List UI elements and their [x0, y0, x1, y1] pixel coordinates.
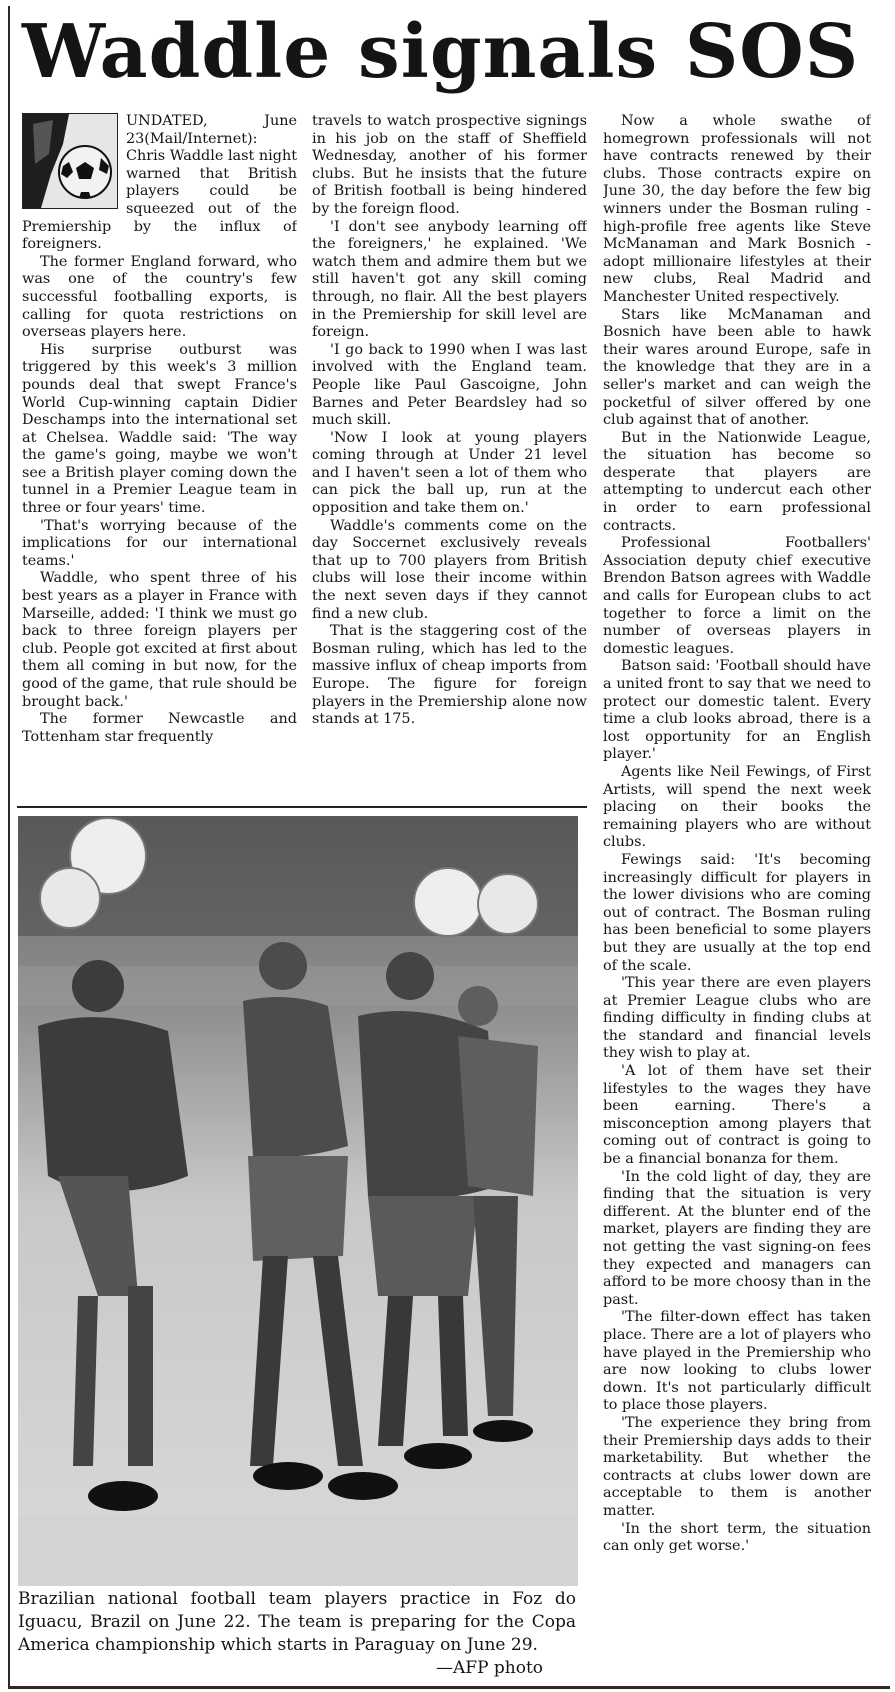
headline: Waddle signals SOS: [22, 9, 860, 95]
article-column-1: [22, 113, 297, 791]
photo-credit: —AFP photo: [436, 1658, 544, 1678]
paragraph: travels to watch prospective signings in his job on the staff of Sheffield Wednesday, another of his former clubs. But he insists that the future of British football is being hindered by the foreign flood.: [312, 113, 587, 217]
paragraph: 'In the cold light of day, they are finding that the situation is very different. At the blunter end of the market, players are finding they are not getting the vast signing-on fees they expected and managers can afford to be more choosy than in the past.: [603, 1168, 871, 1308]
paragraph: 'That's worrying because of the implications for our international teams.': [22, 517, 297, 569]
paragraph: 'In the short term, the situation can only get worse.': [603, 1520, 871, 1555]
bottom-rule: [8, 1686, 890, 1689]
paragraph: Waddle's comments come on the day Soccernet exclusively reveals that up to 700 players from British clubs will lose their income within the next seven days if they cannot find a new club.: [312, 517, 587, 622]
paragraph: Professional Footballers' Association deputy chief executive Brendon Batson agrees with Waddle and calls for European clubs to act together to force a limit on the number of overseas players in domestic leagues.: [603, 535, 871, 657]
article-column-2: [312, 113, 587, 791]
paragraph: 'Now I look at young players coming through at Under 21 level and I haven't seen a lot of them who can pick the ball up, run at the opposition and take them on.': [312, 429, 587, 517]
paragraph: That is the staggering cost of the Bosman ruling, which has led to the massive influx of cheap imports from Europe. The figure for foreign players in the Premiership alone now stands at 175.: [312, 623, 587, 728]
football-thumbnail-icon: [22, 113, 118, 209]
paragraph: 'The filter-down effect has taken place. There are a lot of players who have played in the Premiership who are now looking to clubs lower down. It's not particularly difficult to place those players.: [603, 1309, 871, 1414]
paragraph: But in the Nationwide League, the situation has become so desperate that players are attempting to undercut each other in order to earn professional contracts.: [603, 429, 871, 534]
photo-caption: Brazilian national football team players practice in Foz do Iguacu, Brazil on June 22. The team is preparing for the Copa America championship which starts in Paraguay on June 29.: [18, 1589, 576, 1655]
paragraph: 'This year there are even players at Premier League clubs who are finding difficulty in finding clubs at the standard and financial levels they wish to play at.: [603, 975, 871, 1062]
paragraph: Agents like Neil Fewings, of First Artists, will spend the next week placing on their books the remaining players who are without clubs.: [603, 763, 871, 851]
article-column-3: [603, 113, 871, 1683]
paragraph: Fewings said: 'It's becoming increasingly difficult for players in the lower divisions who are coming out of contract. The Bosman ruling has been beneficial to some players but they are usually at the top end of the scale.: [603, 851, 871, 974]
left-column-rule: [8, 6, 10, 1686]
paragraph: 'The experience they bring from their Premiership days adds to their marketability. But whether the contracts at clubs lower down are acceptable to them is another matter.: [603, 1414, 871, 1519]
paragraph: 'I go back to 1990 when I was last involved with the England team. People like Paul Gascoigne, John Barnes and Peter Beardsley had so much skill.: [312, 341, 587, 429]
paragraph: The former England forward, who was one of the country's few successful footballing exports, is calling for quota restrictions on overseas players here.: [22, 253, 297, 341]
football-practice-photo: [18, 816, 578, 1586]
paragraph: Batson said: 'Football should have a united front to say that we need to protect our domestic talent. Every time a club looks abroad, there is a lost opportunity for an English player.': [603, 658, 871, 763]
paragraph: UNDATED, June 23(Mail/Internet): Chris Waddle last night warned that British players could be squeezed out of the Premiership by the influx of foreigners.: [22, 113, 297, 253]
paragraph: 'I don't see anybody learning off the foreigners,' he explained. 'We watch them and admire them but we still haven't got any skill coming through, no flair. All the best players in the Premiership for skill level are foreign.: [312, 218, 587, 341]
paragraph: The former Newcastle and Tottenham star frequently: [22, 711, 297, 745]
paragraph: 'A lot of them have set their lifestyles to the wages they have been earning. There's a misconception among players that coming out of contract is going to be a financial bonanza for them.: [603, 1063, 871, 1168]
paragraph: His surprise outburst was triggered by this week's 3 million pounds deal that swept France's World Cup-winning captain Didier Deschamps into the international set at Chelsea. Waddle said: 'The way the game's going, maybe we won't see a British player coming down the tunnel in a Premier League team in three or four years' time.: [22, 341, 297, 517]
paragraph: Stars like McManaman and Bosnich have been able to hawk their wares around Europe, safe in the knowledge that they are in a seller's market and can weigh the pocketful of silver offered by one club against that of another.: [603, 306, 871, 429]
paragraph: Waddle, who spent three of his best years as a player in France with Marseille, added: 'I think we must go back to three foreign players per club. People got excited at first about them all coming in but now, for the good of the game, that rule should be brought back.': [22, 570, 297, 710]
paragraph: Now a whole swathe of homegrown professionals will not have contracts renewed by their clubs. Those contracts expire on June 30, the day before the few big winners under the Bosman ruling - high-profile free agents like Steve McManaman and Mark Bosnich - adopt millionaire lifestyles at their new clubs, Real Madrid and Manchester United respectively.: [603, 113, 871, 305]
